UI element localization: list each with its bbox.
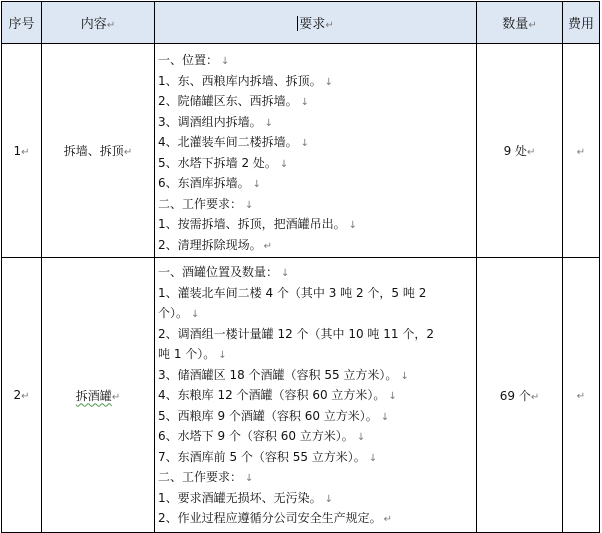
requirement-line: 2、清理拆除现场。 ↵ bbox=[158, 237, 273, 252]
requirement-line: 6、东酒库拆墙。 ↓ bbox=[158, 176, 262, 190]
quantity-cell[interactable]: 9 处↵ bbox=[477, 44, 563, 258]
requirements-table bbox=[1, 1, 600, 533]
requirement-line: 一、位置： ↓ bbox=[158, 53, 230, 67]
requirement-line: 2、调酒组一楼计量罐 12 个（其中 10 吨 11 个，2 bbox=[158, 326, 434, 341]
header-requirement[interactable]: 要求↵ bbox=[155, 2, 477, 44]
requirement-line: 7、东酒库前 5 个（容积 55 立方米）。 ↓ bbox=[158, 449, 378, 464]
content-cell[interactable]: 拆墙、拆顶↵ bbox=[42, 44, 155, 258]
header-content[interactable]: 内容↵ bbox=[42, 2, 155, 44]
requirement-line: 1、要求酒罐无损坏、无污染。 ↓ bbox=[158, 490, 334, 505]
requirement-line: 一、酒罐位置及数量： ↓ bbox=[158, 265, 290, 279]
requirement-line: 2、作业过程应遵循分公司安全生产规定。 ↵ bbox=[158, 511, 393, 525]
header-quantity[interactable]: 数量↵ bbox=[477, 2, 563, 44]
cost-cell[interactable]: ↵ bbox=[563, 258, 600, 533]
requirement-line: 3、调酒组内拆墙。 ↓ bbox=[158, 114, 274, 129]
requirement-line: 2、院储罐区东、西拆墙。 ↓ bbox=[158, 94, 310, 108]
requirement-line: 5、西粮库 9 个酒罐（容积 60 立方米）。 ↓ bbox=[158, 408, 390, 423]
requirement-line: 1、灌装北车间二楼 4 个（其中 3 吨 2 个，5 吨 2 bbox=[158, 285, 427, 300]
quantity-cell[interactable]: 69 个↵ bbox=[477, 258, 563, 533]
requirement-line: 4、东粮库 12 个酒罐（容积 60 立方米）。 ↓ bbox=[158, 388, 397, 402]
table-row bbox=[2, 258, 600, 533]
requirement-line: 1、按需拆墙、拆顶，把酒罐吊出。 ↓ bbox=[158, 217, 358, 231]
requirement-line: 吨 1 个）。 ↓ bbox=[158, 347, 227, 361]
cost-cell[interactable]: ↵ bbox=[563, 44, 600, 258]
index-cell[interactable]: 2↵ bbox=[2, 258, 42, 533]
requirement-line: 4、北灌装车间二楼拆墙。 ↓ bbox=[158, 135, 310, 149]
header-index[interactable]: 序号 bbox=[2, 2, 42, 44]
content-cell[interactable]: 拆酒罐↵ bbox=[42, 258, 155, 533]
requirement-cell[interactable] bbox=[155, 258, 477, 533]
index-cell[interactable]: 1↵ bbox=[2, 44, 42, 258]
header-cost[interactable]: 费用 bbox=[563, 2, 600, 44]
requirement-line: 3、储酒罐区 18 个酒罐（容积 55 立方米）。 ↓ bbox=[158, 367, 409, 382]
requirement-line: 1、东、西粮库内拆墙、拆顶。 ↓ bbox=[158, 73, 334, 88]
requirement-line: 6、水塔下 9 个（容积 60 立方米）。 ↓ bbox=[158, 429, 366, 443]
requirement-line: 二、工作要求： ↓ bbox=[158, 196, 254, 211]
requirement-line: 二、工作要求： ↓ bbox=[158, 470, 254, 484]
requirement-line: 个）。 ↓ bbox=[158, 306, 200, 320]
requirement-line: 5、水塔下拆墙 2 处。 ↓ bbox=[158, 155, 289, 170]
header-row bbox=[2, 2, 600, 44]
requirement-cell[interactable] bbox=[155, 44, 477, 258]
table-row bbox=[2, 44, 600, 258]
